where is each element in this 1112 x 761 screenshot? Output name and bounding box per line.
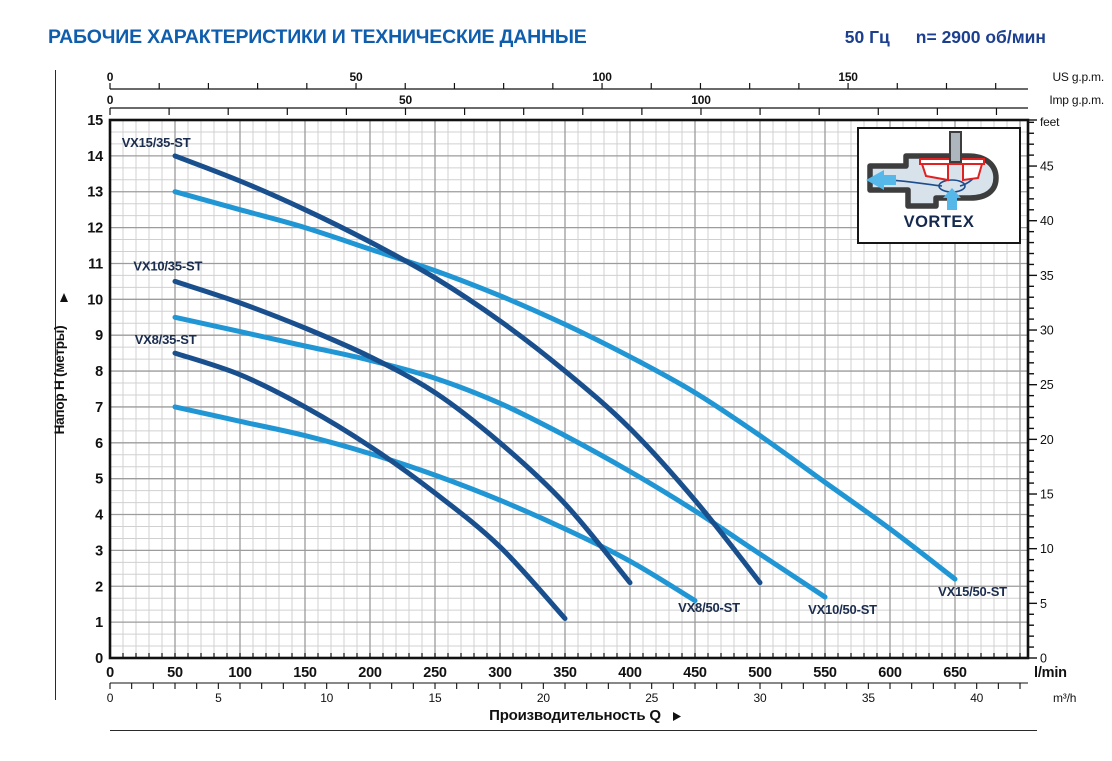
tick-label: 20 — [536, 691, 550, 705]
curve-label-VX15/50-ST: VX15/50-ST — [938, 583, 1007, 599]
tick-label: 150 — [838, 70, 858, 84]
axis-head-m — [87, 113, 103, 667]
tick-label: 100 — [592, 70, 612, 84]
tick-label: 600 — [878, 665, 902, 681]
page-title: РАБОЧИЕ ХАРАКТЕРИСТИКИ И ТЕХНИЧЕСКИЕ ДАННЫЕ — [48, 26, 587, 48]
curve-label-VX10/35-ST: VX10/35-ST — [133, 258, 203, 274]
vortex-inset — [857, 127, 1021, 244]
tick-label: 4 — [95, 507, 103, 524]
tick-label: 5 — [95, 471, 103, 488]
tick-label: 0 — [106, 665, 114, 681]
tick-label: 25 — [645, 691, 659, 705]
tick-label: 35 — [1040, 268, 1054, 283]
axis-us-gpm — [107, 70, 1104, 89]
tick-label: 5 — [1040, 596, 1047, 611]
y-axis-label: Напор H (метры) — [52, 325, 67, 435]
tick-label: 650 — [943, 665, 967, 681]
tick-label: 400 — [618, 665, 642, 681]
tick-label: 40 — [970, 691, 984, 705]
tick-label: 20 — [1040, 432, 1054, 447]
tick-label: 100 — [228, 665, 252, 681]
tick-label: 45 — [1040, 159, 1054, 174]
vortex-label: VORTEX — [903, 213, 975, 231]
tick-label: 40 — [1040, 214, 1054, 229]
tick-label: 300 — [488, 665, 512, 681]
curve-label-VX8/35-ST: VX8/35-ST — [134, 332, 197, 348]
imp-gpm-unit-label: Imp g.p.m. — [1049, 93, 1104, 107]
tick-label: 25 — [1040, 378, 1054, 393]
tick-label: 8 — [95, 364, 103, 381]
tick-label: 15 — [87, 113, 103, 129]
tick-label: 50 — [349, 70, 363, 84]
tick-label: 250 — [423, 665, 447, 681]
tick-label: 450 — [683, 665, 707, 681]
lmin-unit-label: l/min — [1034, 665, 1067, 681]
tick-label: 15 — [428, 691, 442, 705]
tick-label: 5 — [215, 691, 222, 705]
tick-label: 1 — [95, 615, 103, 632]
tick-label: 2 — [95, 579, 103, 596]
tick-label: 14 — [87, 148, 103, 165]
bottom-rule — [110, 730, 1037, 731]
tick-label: 13 — [87, 184, 103, 201]
y-axis-arrow — [60, 293, 68, 302]
tick-label: 10 — [87, 292, 103, 309]
tick-label: 35 — [861, 691, 875, 705]
tick-label: 0 — [1040, 651, 1047, 666]
curve-label-VX10/50-ST: VX10/50-ST — [808, 601, 877, 617]
curve-label-VX8/50-ST: VX8/50-ST — [678, 600, 740, 616]
x-axis-title — [489, 707, 681, 724]
tick-label: 500 — [748, 665, 772, 681]
axis-imp-gpm — [107, 93, 1104, 115]
tick-label: 550 — [813, 665, 837, 681]
tick-label: 9 — [95, 328, 103, 345]
tick-label: 10 — [320, 691, 334, 705]
tick-label: 6 — [95, 435, 103, 452]
y-axis-title — [52, 293, 68, 434]
tick-label: 350 — [553, 665, 577, 681]
speed-label: n= 2900 об/мин — [915, 27, 1046, 47]
tick-label: 150 — [293, 665, 317, 681]
tick-label: 200 — [358, 665, 382, 681]
tick-label: 11 — [88, 256, 103, 273]
tick-label: 30 — [753, 691, 767, 705]
tick-label: 50 — [399, 93, 412, 107]
tick-label: 3 — [95, 543, 103, 560]
curve-label-VX15/35-ST: VX15/35-ST — [121, 134, 191, 150]
tick-label: 0 — [106, 93, 114, 107]
frequency-label: 50 Гц — [844, 27, 890, 47]
x-axis-arrow — [673, 712, 681, 721]
tick-label: 30 — [1040, 323, 1054, 338]
axis-m3h — [107, 683, 1076, 705]
tick-label: 0 — [106, 691, 114, 705]
tick-label: 0 — [95, 651, 103, 667]
tick-label: 7 — [95, 399, 103, 416]
tick-label: 12 — [87, 220, 103, 237]
tick-label: 50 — [167, 665, 183, 681]
axis-feet — [1028, 115, 1060, 666]
tick-label: 0 — [106, 70, 114, 84]
tick-label: 100 — [691, 93, 711, 107]
pump-shaft — [950, 132, 961, 162]
feet-unit-label: feet — [1040, 115, 1060, 129]
tick-label: 10 — [1040, 542, 1054, 557]
x-axis-label: Производительность Q — [489, 707, 661, 724]
impeller-blade-right — [963, 164, 982, 180]
vortex-schematic-diagram — [864, 131, 1014, 213]
tick-label: 15 — [1040, 487, 1054, 502]
m3h-unit-label: m³/h — [1053, 691, 1077, 705]
us-gpm-unit-label: US g.p.m. — [1052, 70, 1104, 84]
